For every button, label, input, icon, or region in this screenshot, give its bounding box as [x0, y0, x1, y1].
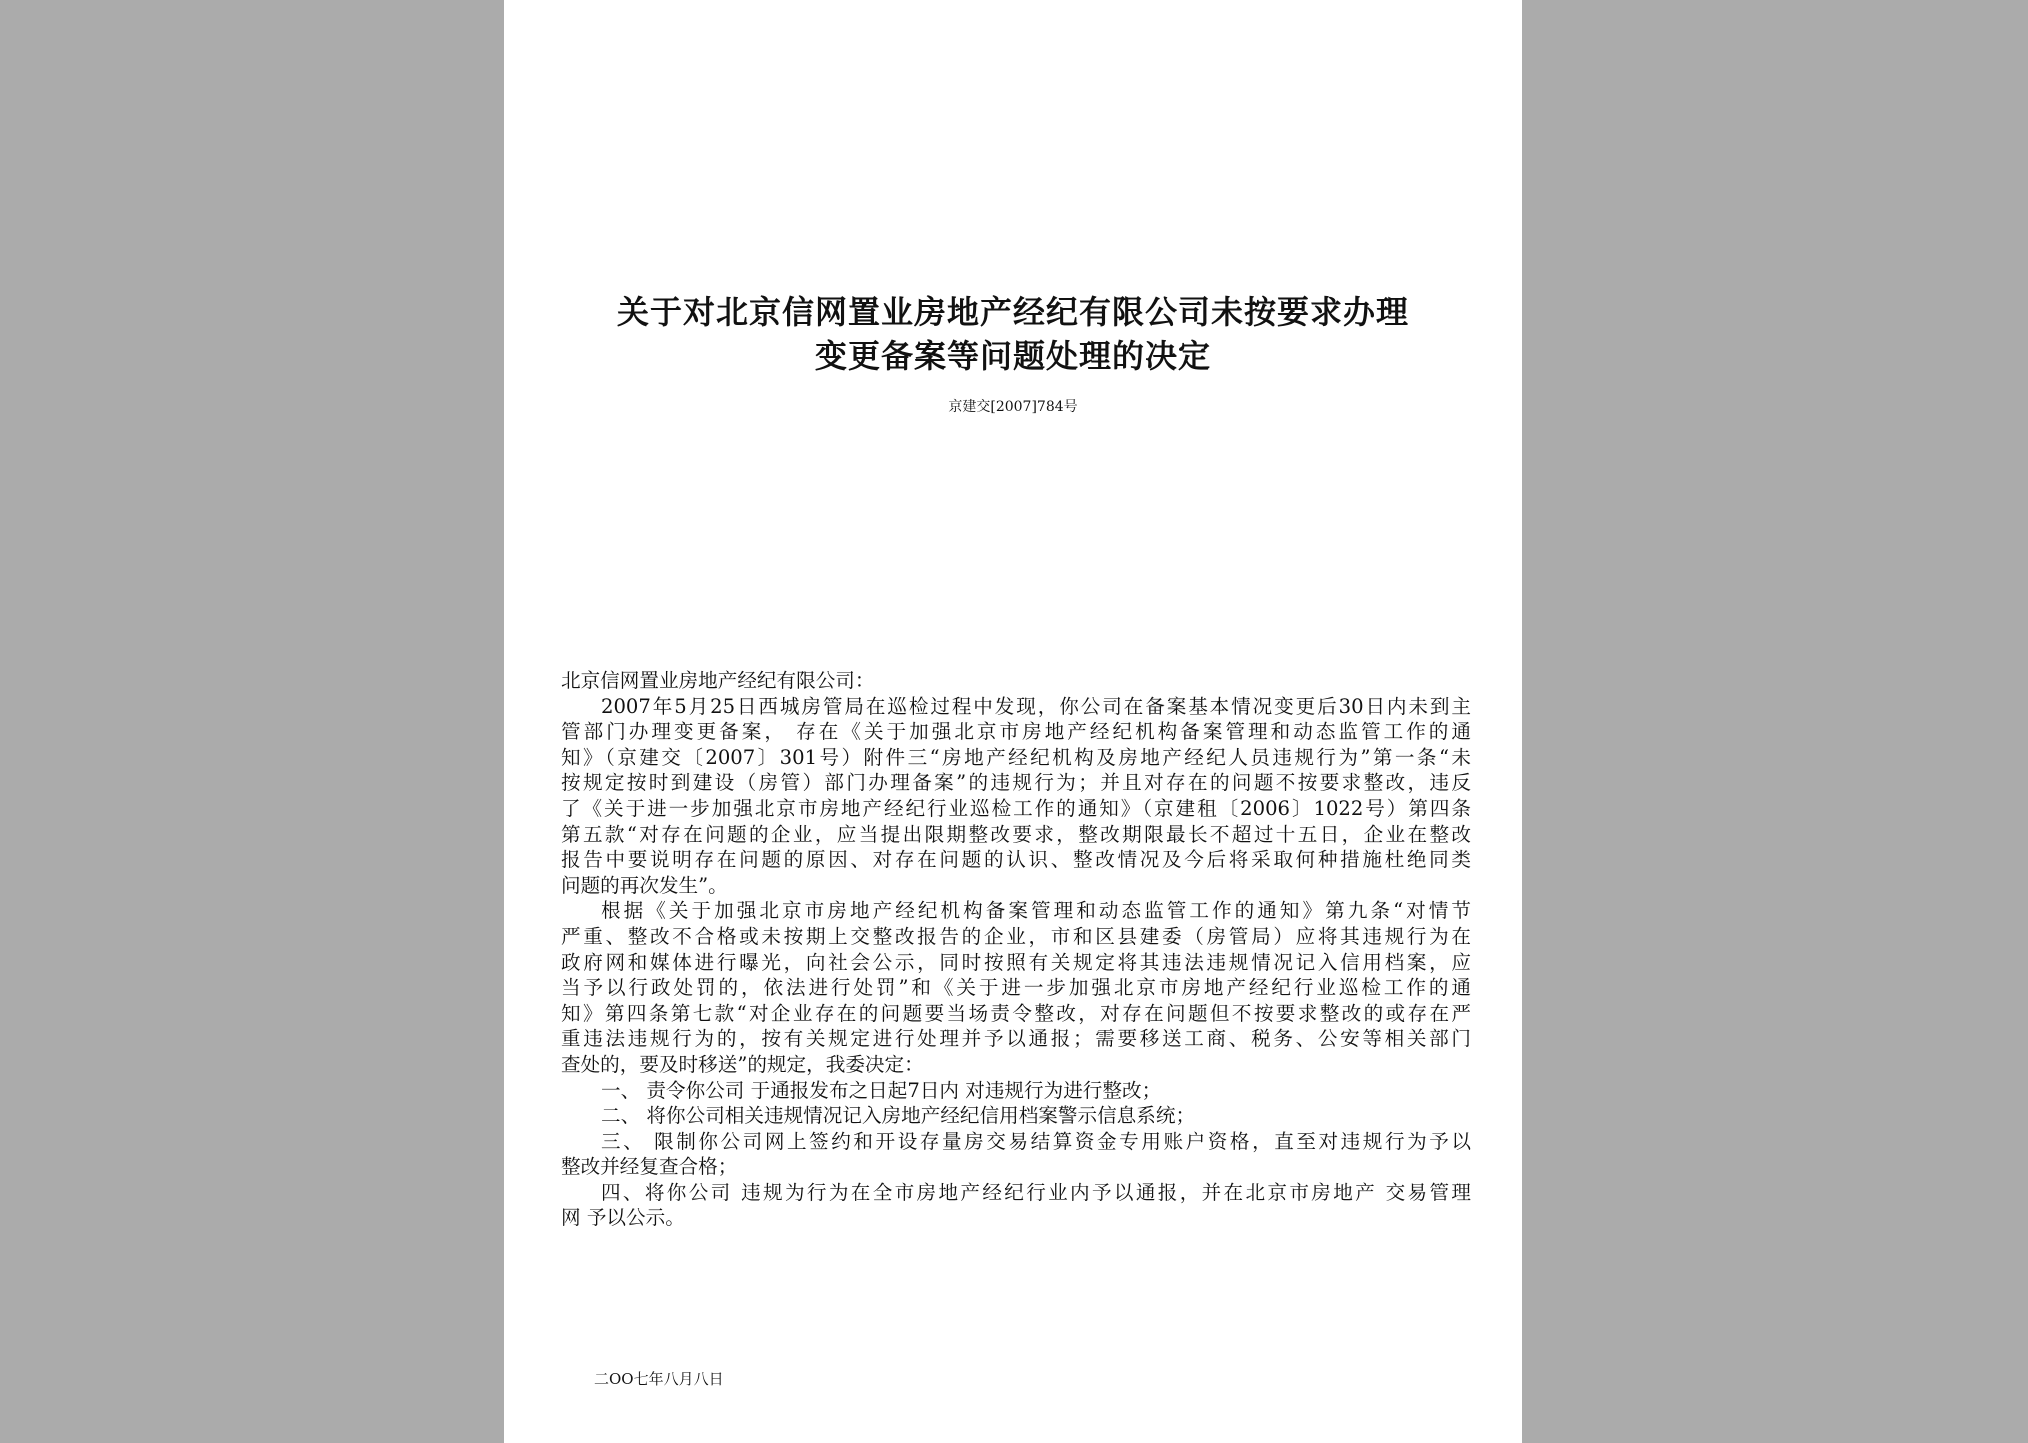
document-page: [504, 0, 1522, 1443]
text-line: 根据《关于加强北京市房地产经纪机构备案管理和动态监管工作的通知》第九条“对情节: [601, 899, 1471, 923]
document-date: 二OO七年八月八日: [594, 1370, 724, 1388]
decision-list: [561, 1078, 1471, 1232]
text-line: 重违法违规行为的，按有关规定进行处理并予以通报；需要移送工商、税务、公安等相关部门: [561, 1027, 1471, 1051]
text-line: 知》第四条第七款“对企业存在的问题要当场责令整改，对存在问题但不按要求整改的或存在严: [561, 1001, 1471, 1025]
decision-item-continued: 整改并经复查合格；: [561, 1155, 738, 1179]
decision-item: 二、 将你公司相关违规情况记入房地产经纪信用档案警示信息系统；: [601, 1104, 1196, 1128]
text-line: 政府网和媒体进行曝光，向社会公示，同时按照有关规定将其违法违规情况记入信用档案，应: [561, 950, 1471, 974]
document-body: [561, 668, 1471, 1231]
text-line: 查处的，要及时移送”的规定，我委决定：: [561, 1052, 924, 1076]
text-line: 了《关于进一步加强北京市房地产经纪行业巡检工作的通知》（京建租〔2006〕1022号）第四条: [561, 796, 1471, 820]
decision-item: 一、 责令你公司 于通报发布之日起7日内 对违规行为进行整改；: [601, 1078, 1162, 1102]
decision-item: 四、将你公司 违规为行为在全市房地产经纪行业内予以通报，并在北京市房地产 交易管理: [601, 1180, 1471, 1204]
decision-item: 三、 限制你公司网上签约和开设存量房交易结算资金专用账户资格，直至对违规行为予以: [601, 1129, 1471, 1153]
text-line: 当予以行政处罚的，依法进行处罚”和《关于进一步加强北京市房地产经纪行业巡检工作的通: [561, 976, 1471, 1000]
document-title: [544, 290, 1482, 378]
text-line: 问题的再次发生”。: [561, 873, 728, 897]
text-line: 第五款“对存在问题的企业，应当提出限期整改要求，整改期限最长不超过十五日，企业在整改: [561, 822, 1471, 846]
title-line: 关于对北京信网置业房地产经纪有限公司未按要求办理: [616, 293, 1409, 331]
document-number: 京建交[2007]784号: [948, 399, 1078, 415]
addressee: 北京信网置业房地产经纪有限公司：: [561, 669, 875, 692]
text-line: 报告中要说明存在问题的原因、对存在问题的认识、整改情况及今后将采取何种措施杜绝同类: [561, 848, 1471, 872]
paragraph-1: [561, 694, 1471, 899]
title-line: 变更备案等问题处理的决定: [814, 337, 1211, 375]
text-line: 管部门办理变更备案， 存在《关于加强北京市房地产经纪机构备案管理和动态监管工作的通: [561, 720, 1471, 744]
text-line: 按规定按时到建设（房管）部门办理备案”的违规行为；并且对存在的问题不按要求整改，违反: [561, 771, 1471, 795]
text-line: 严重、整改不合格或未按期上交整改报告的企业，市和区县建委（房管局）应将其违规行为在: [561, 924, 1471, 948]
decision-item-continued: 网 予以公示。: [561, 1206, 685, 1230]
text-line: 2007年5月25日西城房管局在巡检过程中发现，你公司在备案基本情况变更后30日内未到主: [601, 694, 1471, 718]
text-line: 知》（京建交〔2007〕301号）附件三“房地产经纪机构及房地产经纪人员违规行为”第一条“未: [561, 745, 1471, 769]
paragraph-2: [561, 898, 1471, 1077]
